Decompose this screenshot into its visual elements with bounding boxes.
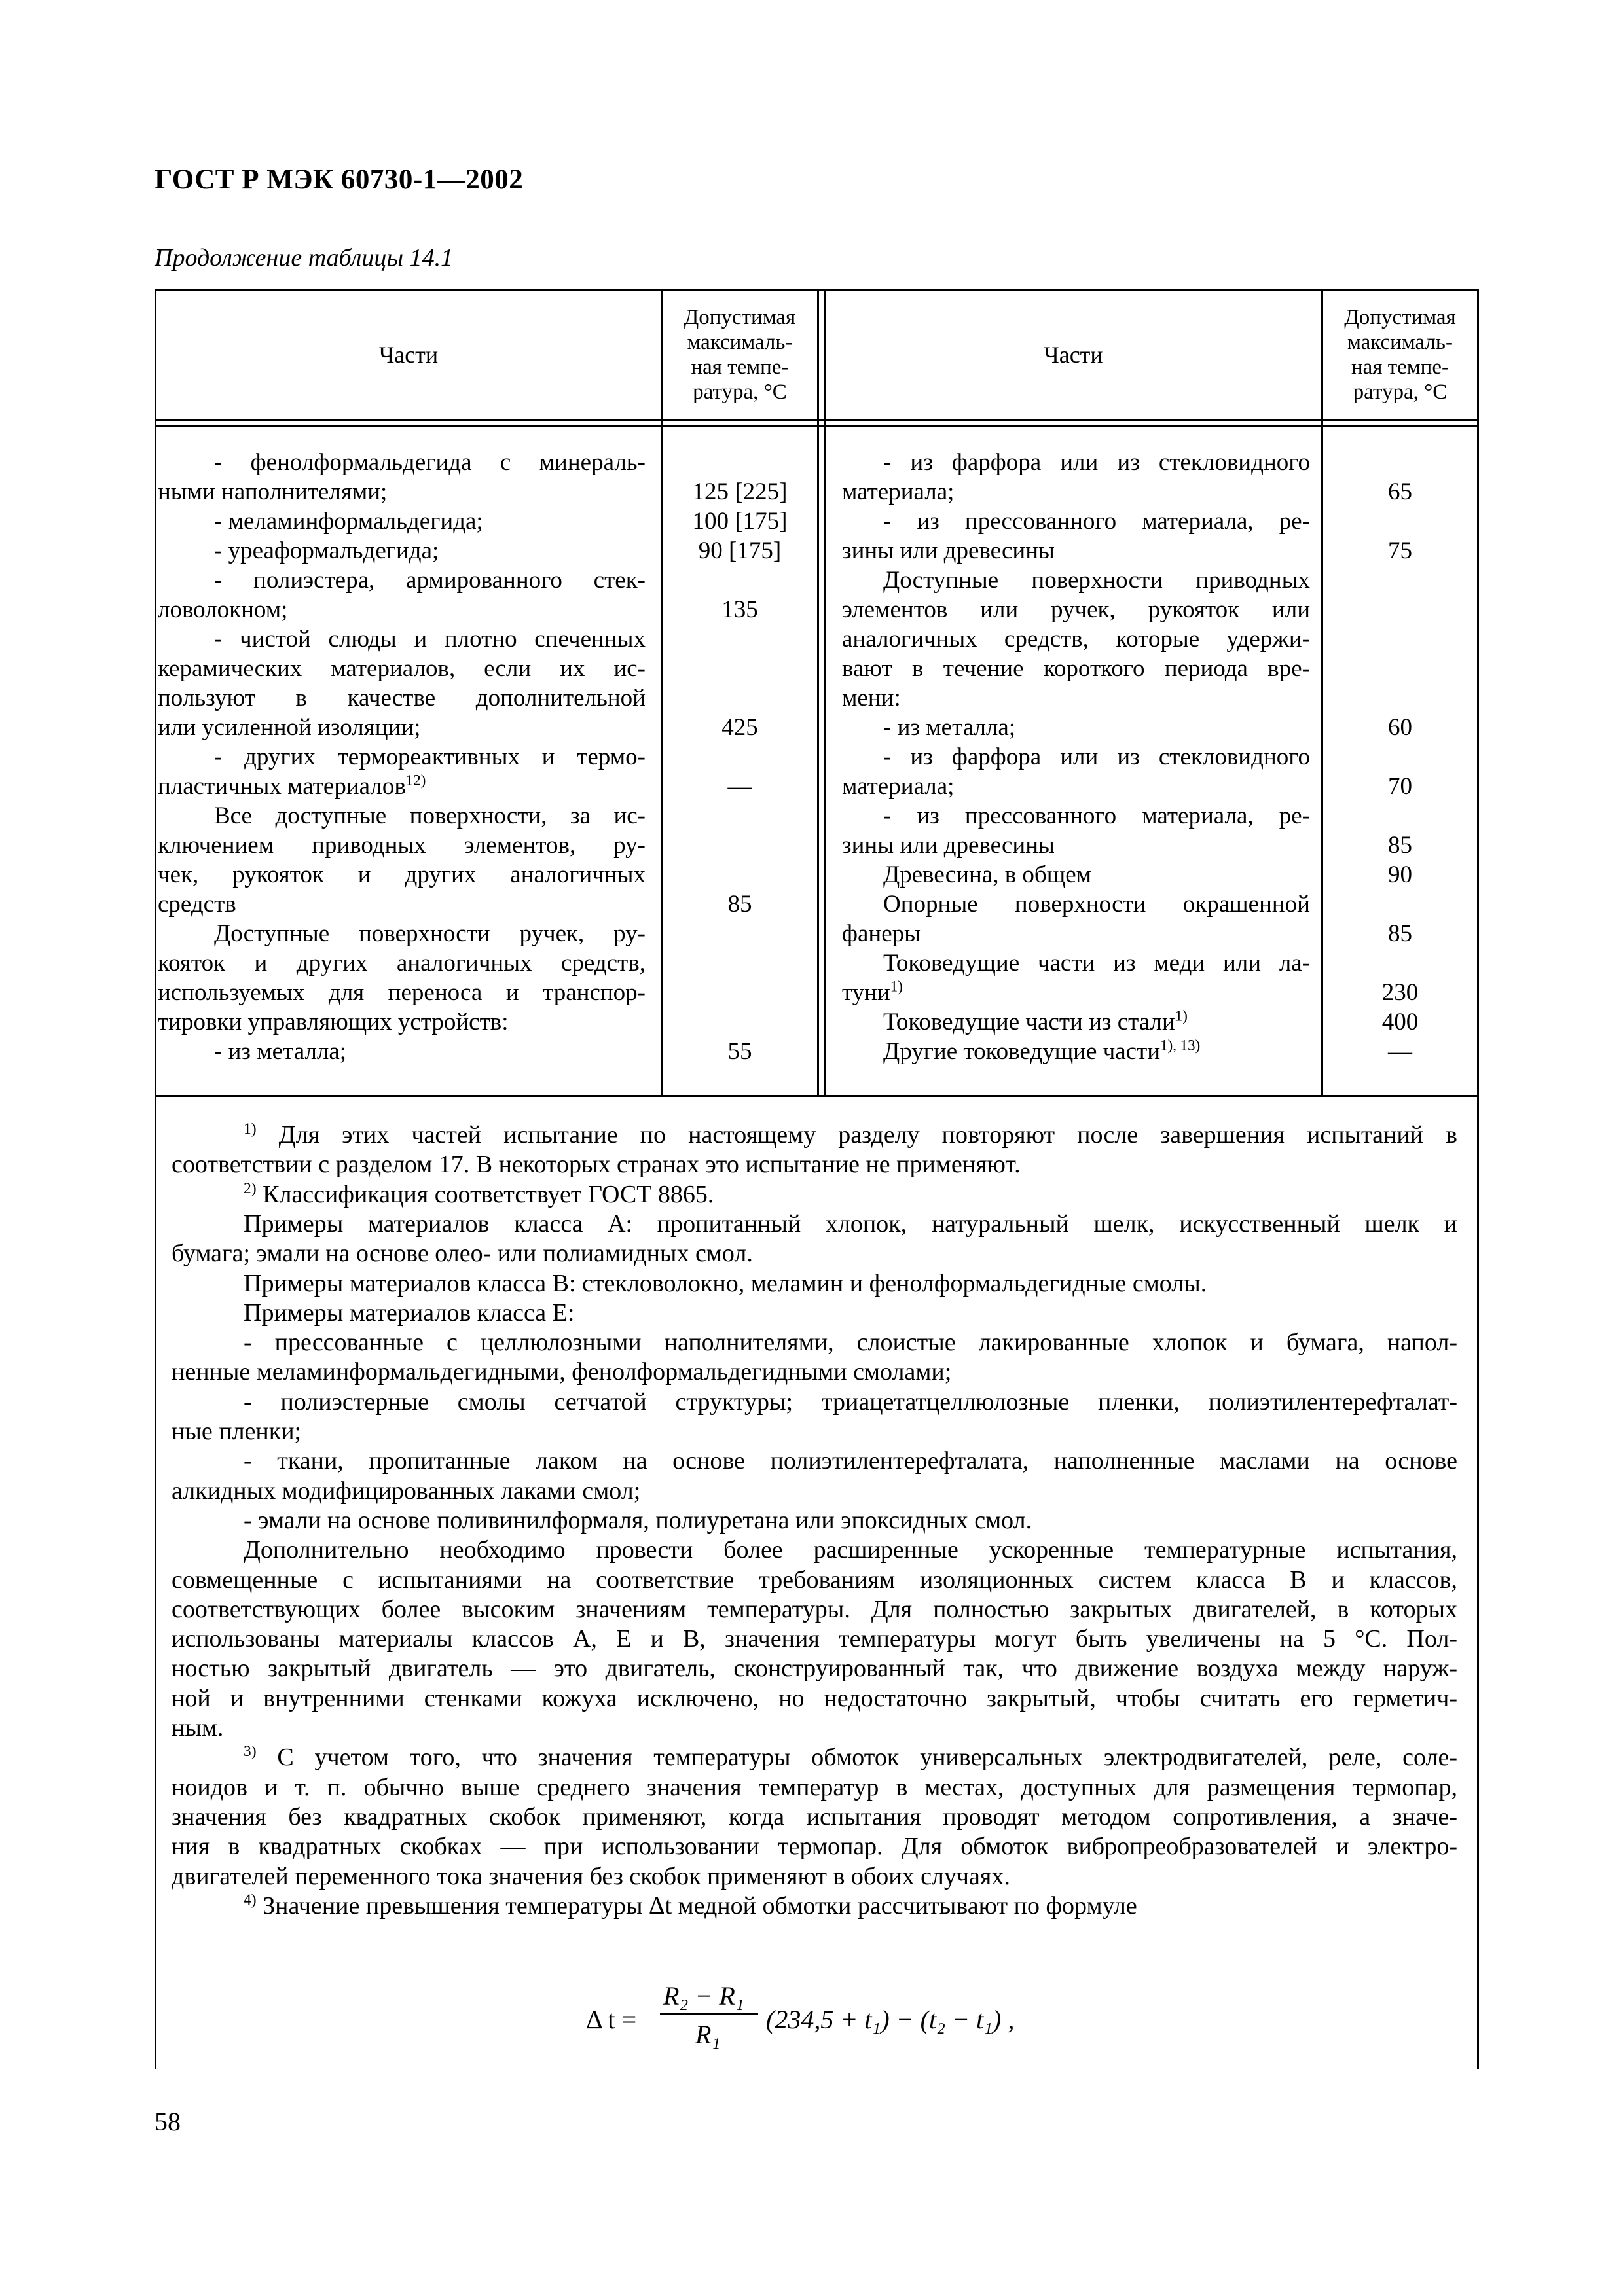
table-row-left-text [158, 1037, 646, 1066]
table-row-left-text [158, 889, 646, 919]
table-row-right-value: 85 [1388, 920, 1412, 947]
footnote-line [172, 1121, 1457, 1150]
table-row-left-text [158, 477, 646, 507]
row-text: пользуют в качестве дополнительной [158, 685, 646, 711]
table-row-right-text [842, 742, 1310, 772]
table-row-left-value: — [727, 773, 752, 800]
row-text: - меламинформальдегида; [214, 508, 483, 535]
footnote-text: соответствии с разделом 17. В некоторых странах это испытание не применяют. [172, 1151, 1021, 1179]
table-row-right-text [842, 654, 1310, 683]
row-text: - полиэстера, армированного стек- [214, 567, 646, 594]
table-row-left-text [158, 978, 646, 1007]
table-row-left-text [158, 831, 646, 860]
page-title: ГОСТ Р МЭК 60730-1—2002 [155, 164, 524, 195]
footnote-text: Для этих частей испытание по настоящему разделу повторяют после завершения испытаний в [256, 1121, 1457, 1149]
row-text: - из фарфора или из стекловидного [883, 744, 1310, 770]
table-row-left-text [158, 860, 646, 889]
col-header-temp-left: Допустимая максималь- ная темпе- ратура, °С [684, 306, 796, 404]
footnote-text: - ткани, пропитанные лаком на основе полиэтилентерефталата, наполненные маслами на основе [244, 1447, 1457, 1475]
footnote-text: - эмали на основе поливинилформаля, полиуретана или эпоксидных смол. [244, 1506, 1032, 1534]
table-row-right-value: 85 [1388, 832, 1412, 859]
footnote-text: Примеры материалов класса Е: [244, 1299, 575, 1327]
row-text: - фенолформальдегида с минераль- [214, 449, 646, 476]
table-row-right-value: 400 [1381, 1009, 1419, 1035]
col-divider-2a [817, 289, 819, 1096]
row-text: - из прессованного материала, ре- [883, 802, 1310, 829]
table-row-left-text [158, 919, 646, 948]
row-text: - из металла; [883, 714, 1016, 741]
table-row-right-text [842, 919, 1310, 948]
footnote-text: Значение превышения температуры Δt медной обмотки рассчитывают по формуле [256, 1892, 1137, 1920]
footnote-marker: 4) [244, 1891, 257, 1909]
row-text: - уреаформальдегида; [214, 537, 439, 564]
table-row-left-value: 90 [175] [698, 537, 782, 564]
footnote-line [172, 1210, 1457, 1239]
footnote-line [172, 1357, 1457, 1387]
footnote-marker: 2) [244, 1179, 257, 1197]
footnote-line [172, 1299, 1457, 1328]
footnote-line [172, 1269, 1457, 1299]
formula-denominator: R₁ [695, 2020, 721, 2049]
footnote-text: Классификация соответствует ГОСТ 8865. [256, 1180, 714, 1208]
footnote-text: - полиэстерные смолы сетчатой структуры; триацетатцеллюлозные пленки, полиэтилентерефталат- [244, 1388, 1457, 1416]
row-text: фанеры [842, 920, 921, 947]
row-text: керамических материалов, если их ис- [158, 655, 646, 682]
table-row-right-text [842, 624, 1310, 654]
row-text: средств [158, 891, 236, 918]
row-text: туни [842, 979, 890, 1006]
row-text: - из фарфора или из стекловидного [883, 449, 1310, 476]
row-text: Другие токоведущие части [883, 1038, 1161, 1065]
formula-rhs: (234,5 + t₁) − (t₂ − t₁) , [766, 2005, 1015, 2034]
table-row-right-value: 90 [1388, 861, 1412, 888]
row-text: материала; [842, 478, 955, 505]
table-row-right-value: 65 [1388, 478, 1412, 505]
row-text: кояток и других аналогичных средств, [158, 950, 646, 977]
row-text: Токоведущие части из меди или ла- [883, 950, 1310, 977]
table-row-left-value: 425 [721, 714, 758, 741]
footnote-line [172, 1832, 1457, 1861]
footnote-line [172, 1713, 1457, 1743]
footnote-line [172, 1566, 1457, 1595]
table-row-right-text [842, 448, 1310, 477]
table-row-left-text [158, 713, 646, 742]
footnote-line [172, 1417, 1457, 1446]
table-row-right-text [842, 772, 1310, 801]
table-header-rule-2 [155, 425, 1478, 427]
footnote-text: Примеры материалов класса А: пропитанный хлопок, натуральный шелк, искусственный шелк и [244, 1210, 1457, 1238]
table-row-right-text [842, 801, 1310, 831]
table-row-right-text [842, 1037, 1310, 1066]
row-text: чек, рукояток и других аналогичных [158, 861, 646, 888]
footnote-text: ния в квадратных скобках — при использовании термопар. Для обмоток вибропреобразователей и электро- [172, 1833, 1457, 1861]
table-left-border [155, 289, 156, 2069]
footnote-text: значения без квадратных скобок применяют, когда испытания проводят методом сопротивления, а значе- [172, 1803, 1457, 1831]
footnote-text: совмещенные с испытаниями на соответствие требованиям изоляционных систем класса В и классов, [172, 1566, 1457, 1594]
row-text: Все доступные поверхности, за ис- [214, 802, 646, 829]
footnote-line [172, 1624, 1457, 1654]
row-text: аналогичных средств, которые удержи- [842, 626, 1310, 653]
row-text: или усиленной изоляции; [158, 714, 421, 741]
footnote-text: бумага; эмали на основе олео- или полиамидных смол. [172, 1240, 753, 1268]
table-row-right-text [842, 860, 1310, 889]
table-row-right-text [842, 713, 1310, 742]
table-row-right-text [842, 889, 1310, 919]
row-text: Доступные поверхности приводных [883, 567, 1310, 594]
footnote-line [172, 1862, 1457, 1892]
table-row-right-text [842, 507, 1310, 536]
table-row-left-value: 55 [727, 1038, 752, 1065]
row-text: ключением приводных элементов, ру- [158, 832, 646, 859]
row-text: пластичных материалов [158, 773, 406, 800]
col-header-parts-right: Части [1044, 342, 1103, 368]
row-text: - чистой слюды и плотно спеченных [214, 626, 646, 653]
table-row-left-text [158, 742, 646, 772]
col-header-parts-left: Части [378, 342, 439, 368]
footnote-text: ностью закрытый двигатель — это двигатель, сконструированный так, что движение воздуха между наруж- [172, 1655, 1457, 1683]
table-row-right-text [842, 1007, 1310, 1037]
footnote-text: Дополнительно необходимо провести более расширенные ускоренные температурные испытания, [244, 1536, 1457, 1564]
footnote-line [172, 1506, 1457, 1535]
footnote-line [172, 1743, 1457, 1772]
table-row-right-text [842, 683, 1310, 713]
table-row-left-text [158, 683, 646, 713]
table-row-left-text [158, 448, 646, 477]
table-row-right-text [842, 477, 1310, 507]
row-text: используемых для переноса и транспор- [158, 979, 646, 1006]
table-row-left-text [158, 948, 646, 978]
row-text: Древесина, в общем [883, 861, 1092, 888]
footnote-text: ные пленки; [172, 1418, 302, 1445]
col-header-temp-right: Допустимая максималь- ная темпе- ратура, °С [1344, 306, 1456, 404]
table-row-left-text [158, 654, 646, 683]
row-text: элементов или ручек, рукояток или [842, 596, 1310, 623]
footnote-text: С учетом того, что значения температуры обмоток универсальных электродвигателей, реле, соле- [256, 1744, 1457, 1772]
table-row-left-text [158, 536, 646, 565]
table-row-left-text [158, 801, 646, 831]
row-text: - из прессованного материала, ре- [883, 508, 1310, 535]
row-text: Опорные поверхности окрашенной [883, 891, 1310, 918]
footnote-line [172, 1150, 1457, 1179]
row-text: ловолокном; [158, 596, 288, 623]
footnote-line [172, 1595, 1457, 1624]
footnote-marker: 1) [244, 1120, 257, 1138]
page-number: 58 [155, 2107, 181, 2136]
row-text: тировки управляющих устройств: [158, 1009, 509, 1035]
formula-fraction-bar [660, 2013, 758, 2015]
table-row-left-text [158, 595, 646, 624]
table-row-left-value: 125 [225] [692, 478, 788, 505]
table-row-left-value: 135 [721, 596, 758, 623]
footnote-ref: 1), 13) [1160, 1037, 1201, 1054]
table-row-left-text [158, 565, 646, 595]
footnote-text: соответствующих более высоким значениям температуры. Для полностью закрытых двигателей, в которых [172, 1595, 1457, 1623]
table-row-right-value: 230 [1381, 979, 1419, 1006]
row-text: - из металла; [214, 1038, 347, 1065]
table-row-right-text [842, 948, 1310, 978]
footnote-line [172, 1328, 1457, 1357]
row-text: - других термореактивных и термо- [214, 744, 646, 770]
footnote-line [172, 1180, 1457, 1210]
row-text: зины или древесины [842, 832, 1055, 859]
footnote-text: ноидов и т. п. обычно выше среднего значения температур в местах, доступных для размещения термопар, [172, 1773, 1457, 1801]
footnote-text: ным. [172, 1714, 224, 1742]
table-header-rule-1 [155, 419, 1478, 421]
table-caption: Продолжение таблицы 14.1 [155, 244, 454, 272]
footnote-line [172, 1535, 1457, 1565]
table-right-border [1477, 289, 1479, 2069]
table-row-left-text [158, 1007, 646, 1037]
table-row-right-value: — [1388, 1038, 1412, 1065]
table-row-right-value: 75 [1388, 537, 1412, 564]
table-row-right-text [842, 565, 1310, 595]
row-text: вают в течение короткого периода вре- [842, 655, 1310, 682]
table-row-right-value: 60 [1388, 714, 1412, 741]
footnote-line [172, 1892, 1457, 1921]
table-row-right-text [842, 536, 1310, 565]
footnote-text: Примеры материалов класса В: стекловолокно, меламин и фенолформальдегидные смолы. [244, 1269, 1207, 1297]
formula-numerator: R₂ − R₁ [663, 1981, 744, 2011]
table-row-left-text [158, 624, 646, 654]
footnote-line [172, 1239, 1457, 1268]
row-text: ными наполнителями; [158, 478, 388, 505]
footnote-line [172, 1446, 1457, 1476]
table-row-left-text [158, 507, 646, 536]
footnote-line [172, 1684, 1457, 1713]
footnote-text: двигателей переменного тока значения без скобок применяют в обоих случаях. [172, 1862, 1010, 1890]
formula-lhs: Δ t = [586, 2005, 637, 2034]
table-row-right-text [842, 831, 1310, 860]
row-text: Токоведущие части из стали [883, 1009, 1175, 1035]
footnote-ref: 1) [1175, 1007, 1188, 1024]
footnote-text: ной и внутренними стенками кожуха исключено, но недостаточно закрытый, чтобы считать его герметич- [172, 1684, 1457, 1712]
footnote-text: алкидных модифицированных лаками смол; [172, 1477, 641, 1505]
table-row-left-value: 100 [175] [692, 508, 788, 535]
table-row-left-value: 85 [727, 891, 752, 918]
row-text: Доступные поверхности ручек, ру- [214, 920, 646, 947]
footnote-marker: 3) [244, 1743, 257, 1761]
footnote-ref: 12) [405, 772, 426, 789]
footnote-line [172, 1388, 1457, 1417]
row-text: материала; [842, 773, 955, 800]
row-text: зины или древесины [842, 537, 1055, 564]
footnote-text: использованы материалы классов А, Е и В, значения температуры могут быть увеличены на 5 °С. Пол- [172, 1625, 1457, 1653]
footnote-line [172, 1654, 1457, 1683]
footnote-ref: 1) [890, 978, 903, 995]
table-row-right-text [842, 595, 1310, 624]
table-row-right-value: 70 [1388, 773, 1412, 800]
row-text: мени: [842, 685, 901, 711]
table-body-bottom-border [155, 1095, 1478, 1097]
table-row-right-text [842, 978, 1310, 1007]
footnote-line [172, 1803, 1457, 1832]
footnote-line [172, 1773, 1457, 1803]
table-row-left-text [158, 772, 646, 801]
footnote-line [172, 1477, 1457, 1506]
footnote-text: - прессованные с целлюлозными наполнителями, слоистые лакированные хлопок и бумага, напол- [244, 1329, 1457, 1357]
footnote-text: ненные меламинформальдегидными, фенолформальдегидными смолами; [172, 1358, 952, 1386]
